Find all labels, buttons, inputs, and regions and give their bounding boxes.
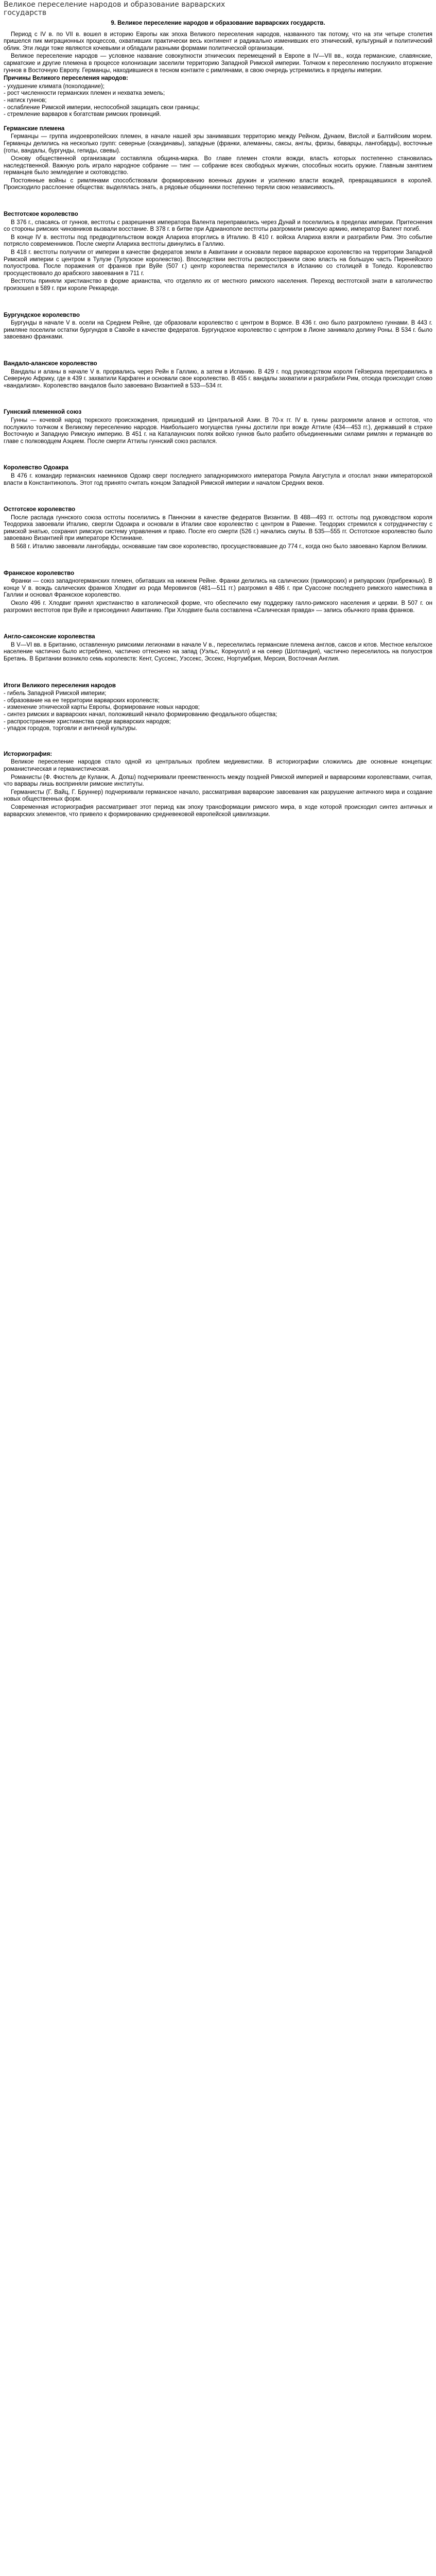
intro-paragraph: Великое переселение народов — условное название совокупности этнических перемещений в Европе в IV—VII вв., когда германские, славянские, сарматские и другие племена в процессе колонизации заселили территорию Западной Римской империи. Толчком к переселению послужило вторжение гуннов в Восточную Европу. Германцы, находившиеся в тесном контакте с римлянами, в свою очередь устремились в пределы империи. (4, 53, 432, 74)
historiography-heading: Историография: (4, 751, 53, 757)
document-header (4, 1, 432, 17)
section-paragraph: Постоянные войны с римлянами способствовали формированию военных дружин и усилению власти вождей, превращавшихся в королей. Происходило расслоение общества: выделялась знать, а рядовые общинники постепенно теряли свою независимость. (4, 177, 432, 191)
section-paragraph: В 418 г. вестготы получили от империи в качестве федератов земли в Аквитании и основали первое варварское королевство на территории Западной Римской империи с центром в Тулузе (Тулузское королевство). Впоследствии вестготы распространили свою власть на большую часть Пиренейского полуострова. После поражения от франков при Вуйе (507 г.) центр королевства переместился в Испанию со столицей в Толедо. Королевство просуществовало до арабского завоевания в 711 г. (4, 249, 432, 277)
section-ostrogothic-kingdom (4, 506, 432, 551)
document-title: 9. Великое переселение народов и образование варварских государств. (111, 20, 325, 26)
section-heading: Гуннский племенной союз (4, 409, 82, 416)
header-line-1: Великое переселение народов и образование варварских (4, 1, 225, 9)
intro-paragraph: Причины Великого переселения народов: (4, 75, 128, 82)
section-paragraph: Вандалы и аланы в начале V в. прорвались через Рейн в Галлию, а затем в Испанию. В 429 г. под руководством короля Гейзериха переправились в Северную Африку, где в 439 г. захватили Карфаген и основали свое королевство. В 455 г. вандалы захватили и разграбили Рим, отсюда происходит слово «вандализм». Королевство вандалов было завоевано Византией в 533—534 гг. (4, 368, 432, 389)
section-frankish-kingdom (4, 570, 432, 615)
conclusion-list-item: - распространение христианства среди варварских народов; (4, 718, 171, 725)
section-heading: Вандало-аланское королевство (4, 360, 97, 367)
header-line-2: государств (4, 9, 47, 17)
conclusion-list-item: - упадок городов, торговли и античной культуры. (4, 725, 137, 732)
document-page (0, 0, 436, 818)
intro-list-item: - рост численности германских племен и нехватка земель; (4, 90, 165, 97)
historiography-paragraph: Великое переселение народов стало одной из центральных проблем медиевистики. В историографии сложились две основные концепции: романистическая и германистическая. (4, 759, 432, 772)
section-vandal-kingdom (4, 361, 432, 389)
section-paragraph: В 476 г. командир германских наемников Одоакр сверг последнего западноримского императора Ромула Августула и отослал знаки императорской власти в Константинополь. Этот год принято считать концом Западной Римской империи и началом Средних веков. (4, 472, 432, 486)
conclusion-list-item: - синтез римских и варварских начал, положивший начало формированию феодального общества; (4, 711, 277, 718)
conclusion-list-item: - образование на ее территории варварских королевств; (4, 697, 160, 704)
section-germanic-tribes (4, 126, 432, 192)
section-heading: Англо-саксонские королевства (4, 634, 95, 640)
intro-list-item: - стремление варваров к богатствам римских провинций. (4, 111, 161, 118)
intro-list-item: - натиск гуннов; (4, 97, 47, 104)
section-paragraph: Гунны — кочевой народ тюркского происхождения, пришедший из Центральной Азии. В 70-х гг. IV в. гунны разгромили аланов и остготов, что послужило толчком к Великому переселению народов. Наибольшего могущества гунны достигли при вожде Аттиле (434—453 гг.), державший в страхе Восточную и Западную Римскую империю. В 451 г. на Каталаунских полях войско гуннов было разбито объединенными силами римлян и германцев во главе с полководцем Аэцием. После смерти Аттилы гуннский союз распался. (4, 417, 432, 445)
section-paragraph: В 376 г., спасаясь от гуннов, вестготы с разрешения императора Валента переправились через Дунай и поселились в пределах империи. Притеснения со стороны римских чиновников вызвали восстание. В 378 г. в битве при Адрианополе вестготы разгромили римскую армию, император Валент погиб. (4, 219, 432, 233)
section-paragraph: Франки — союз западногерманских племен, обитавших на нижнем Рейне. Франки делились на салических (приморских) и рипуарских (прибрежных). В конце V в. вождь салических франков Хлодвиг из рода Меровингов (481—511 гг.) разгромил в 486 г. при Суассоне последнего римского наместника в Галлии и основал Франкское королевство. (4, 578, 432, 599)
section-paragraph: В V—VI вв. в Британию, оставленную римскими легионами в начале V в., переселились германские племена англов, саксов и ютов. Местное кельтское население частично было истреблено, частично оттеснено на запад (Уэльс, Корнуолл) и на север (Шотландия), частично переселилось на полуостров Бретань. В Британии возникло семь королевств: Кент, Суссекс, Уэссекс, Эссекс, Нортумбрия, Мерсия, Восточная Англия. (4, 641, 432, 662)
section-paragraph: Вестготы приняли христианство в форме арианства, что отделяло их от местного римского населения. Переход вестготской знати в католичество произошел в 589 г. при короле Реккареде. (4, 278, 432, 292)
section-paragraph: Основу общественной организации составляла община-марка. Во главе племен стояли вожди, власть которых постепенно становилась наследственной. Важную роль играло народное собрание — тинг — собрание всех свободных мужчин, способных носить оружие. Главным занятием германцев было земледелие и скотоводство. (4, 156, 432, 176)
section-visigothic-kingdom (4, 211, 432, 293)
intro-list-item: - ослабление Римской империи, неспособной защищать свои границы; (4, 104, 200, 111)
section-paragraph: Около 496 г. Хлодвиг принял христианство в католической форме, что обеспечило ему поддержку галло-римского населения и церкви. В 507 г. он разгромил вестготов при Вуйе и присоединил Аквитанию. При Хлодвиге была составлена «Салическая правда» — запись обычного права франков. (4, 600, 432, 614)
conclusion-heading: Итоги Великого переселения народов (4, 682, 116, 689)
historiography-paragraph: Романисты (Ф. Фюстель де Куланж, А. Допш) подчеркивали преемственность между поздней Римской империей и варварскими королевствами, считая, что варвары лишь восприняли римские институты. (4, 774, 432, 788)
section-odoacer-kingdom (4, 465, 432, 487)
section-heading: Остготское королевство (4, 506, 76, 513)
section-heading: Вестготское королевство (4, 211, 78, 218)
section-heading: Бургундское королевство (4, 312, 80, 318)
section-paragraph: В конце IV в. вестготы под предводительством вождя Алариха вторглись в Италию. В 410 г. войска Алариха взяли и разграбили Рим. Это событие потрясло современников. После смерти Алариха вестготы двинулись в Галлию. (4, 234, 432, 248)
section-burgundian-kingdom (4, 312, 432, 341)
historiography-block (4, 751, 432, 818)
intro-paragraph: Период с IV в. по VII в. вошел в историю Европы как эпоха Великого переселения народов, названного так потому, что на эти четыре столетия пришелся пик миграционных процессов, охвативших практически весь континент и радикально изменивших его этнический, культурный и политический облик. Эти люди тоже являются кочевыми и обладали разными формами политической организации. (4, 31, 432, 52)
section-heading: Германские племена (4, 125, 65, 132)
section-hunnic-union (4, 409, 432, 445)
conclusion-block (4, 683, 432, 733)
section-heading: Королевство Одоакра (4, 465, 68, 471)
section-anglo-saxon-kingdoms (4, 634, 432, 663)
section-paragraph: В 568 г. Италию завоевали лангобарды, основавшие там свое королевство, просуществовавшее до 774 г., когда оно было завоевано Карлом Великим. (11, 544, 428, 550)
section-heading: Франкское королевство (4, 570, 75, 577)
conclusion-list-item: - гибель Западной Римской империи; (4, 690, 107, 697)
section-paragraph: Бургунды в начале V в. осели на Среднем Рейне, где образовали королевство с центром в Вормсе. В 436 г. оно было разгромлено гуннами. В 443 г. римляне поселили остатки бургундов в Савойе в качестве федератов. Бургундское королевство с центром в Лионе занимало долину Роны. В 534 г. было завоевано франками. (4, 320, 432, 341)
historiography-paragraph: Современная историография рассматривает этот период как эпоху трансформации римского мира, в ходе которой происходил синтез античных и варварских элементов, что привело к формированию средневековой европейской цивилизации. (4, 804, 432, 818)
intro-block (4, 31, 432, 118)
historiography-paragraph: Германисты (Г. Вайц, Г. Бруннер) подчеркивали германское начало, рассматривая варварские завоевания как разрушение античного мира и создание новых общественных форм. (4, 789, 432, 803)
intro-list-item: - ухудшение климата (похолодание); (4, 83, 105, 90)
conclusion-list-item: - изменение этнической карты Европы, формирование новых народов; (4, 704, 200, 711)
section-paragraph: Германцы — группа индоевропейских племен, в начале нашей эры занимавших территорию между Рейном, Дунаем, Вислой и Балтийским морем. Германцы делились на несколько групп: северные (скандинавы), западные (франки, алеманны, саксы, англы, фризы, баварцы, лангобарды), восточные (готы, вандалы, бургунды, гепиды, свевы). (4, 133, 432, 154)
section-paragraph: После распада гуннского союза остготы поселились в Паннонии в качестве федератов Византии. В 488—493 гг. остготы под руководством короля Теодориха завоевали Италию, свергли Одоакра и основали в Италии свое королевство с центром в Равенне. Теодорих стремился к сотрудничеству с римской знатью, сохранил римскую систему управления и право. После его смерти (526 г.) начались смуты. В 535—555 гг. Остготское королевство было завоевано Византией при императоре Юстиниане. (4, 514, 432, 542)
